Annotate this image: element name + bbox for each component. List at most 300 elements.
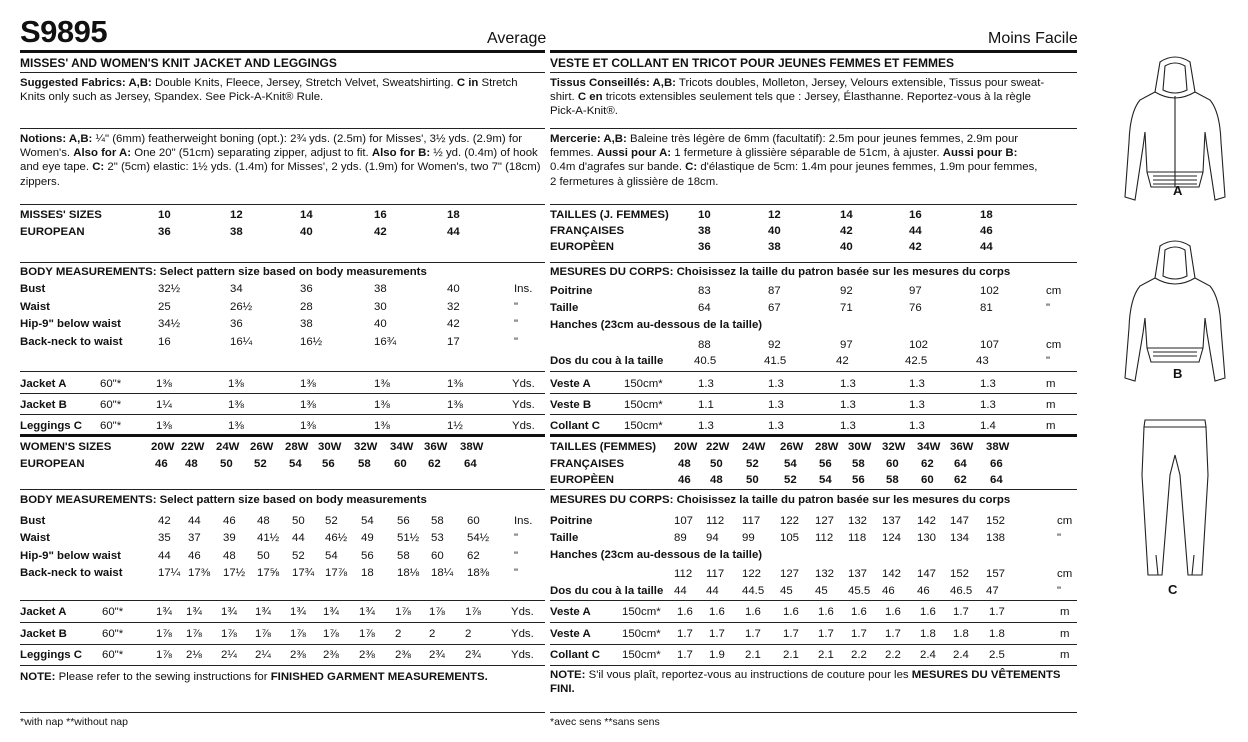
table-cell: 38	[374, 283, 387, 295]
table-cell: 1⅜	[228, 378, 244, 390]
view-c-drawing	[1130, 415, 1220, 585]
table-cell: 1.6	[709, 606, 725, 618]
table-cell: 58	[431, 515, 444, 527]
unit-label: "	[1057, 532, 1062, 544]
table-cell: 1⅞	[221, 627, 237, 640]
unit-label: "	[1057, 585, 1062, 597]
row-label: Veste A	[550, 378, 591, 390]
table-cell: 32W	[354, 441, 378, 453]
table-cell: 30W	[848, 441, 872, 453]
french-column	[550, 56, 1077, 736]
divider	[20, 665, 545, 666]
table-cell: 1.3	[909, 420, 925, 432]
table-cell: 46	[188, 549, 201, 562]
table-cell: 1½	[447, 420, 463, 432]
header-rule-fr	[550, 50, 1077, 53]
table-cell: 1.7	[709, 627, 725, 640]
table-cell: 12	[230, 209, 243, 221]
table-cell: 2¾	[465, 649, 481, 661]
table-cell: 142	[882, 568, 902, 580]
table-cell: 1.3	[909, 378, 925, 390]
table-cell: 152	[950, 568, 970, 580]
table-cell: 56	[361, 549, 374, 562]
table-cell: 62	[428, 458, 441, 470]
table-cell: 48	[257, 515, 270, 527]
title-en: MISSES' AND WOMEN'S KNIT JACKET AND LEGGINGS	[20, 56, 337, 70]
table-cell: 58	[358, 458, 371, 470]
row-label: Leggings C	[20, 649, 83, 661]
table-cell: 81	[980, 302, 993, 314]
table-cell: 26W	[780, 441, 804, 453]
table-cell: 127	[780, 568, 800, 580]
table-cell: 40	[840, 241, 853, 253]
fabric-width: 60"*	[100, 420, 122, 432]
table-cell: 48	[223, 549, 236, 562]
table-cell: 1.7	[677, 627, 693, 640]
table-cell: 50	[710, 458, 723, 470]
table-cell: 44	[188, 515, 201, 527]
table-cell: 36W	[950, 441, 974, 453]
divider	[20, 434, 545, 437]
table-cell: 56	[819, 458, 832, 470]
table-cell: 112	[706, 515, 725, 527]
table-cell: 1⅜	[228, 399, 244, 411]
table-cell: 32½	[158, 283, 181, 295]
table-cell: 137	[882, 515, 902, 527]
divider	[20, 414, 545, 415]
table-cell: 1⅜	[300, 420, 316, 432]
table-cell: 17¼	[158, 566, 181, 579]
table-cell: 18¼	[431, 566, 454, 579]
table-cell: 1.3	[840, 399, 856, 411]
notions-en: Notions: A,B: ¼" (6mm) featherweight boning (opt.): 2¾ yds. (2.5m) for Misses', 3½ yds. (2.9m) for Women's. Also for A: One 20" (51cm) separating zipper, adjust to fit. Also for B: ½ yd. (0.4m) of hook and eye tape. C: 2" (5cm) elastic: 1½ yds. (1.4m) for Misses', 2 yds. (1.9m) for Women's, two 7" (18cm) zippers.	[20, 133, 541, 188]
table-cell: 1⅞	[359, 627, 375, 640]
table-cell: 62	[921, 458, 934, 470]
row-label: Jacket B	[20, 399, 67, 411]
unit-label: Yds.	[512, 420, 535, 432]
table-cell: 2	[395, 627, 402, 640]
table-cell: 94	[706, 532, 719, 544]
table-cell: 2⅜	[395, 649, 411, 661]
table-cell: 50	[220, 458, 233, 470]
divider	[550, 434, 1077, 437]
table-cell: 1¾	[290, 606, 306, 618]
row-label: TAILLES (J. FEMMES)	[550, 209, 669, 221]
row-label: Veste A	[550, 606, 591, 618]
table-cell: 124	[882, 532, 902, 544]
table-cell: 18	[361, 566, 374, 579]
table-cell: 44	[674, 585, 687, 597]
table-cell: 1¾	[186, 606, 202, 618]
table-cell: 2.5	[989, 649, 1005, 661]
footnote-fr: *avec sens **sans sens	[550, 716, 660, 728]
table-cell: 92	[768, 339, 781, 351]
table-cell: 1.1	[698, 399, 714, 411]
table-cell: 32W	[882, 441, 906, 453]
table-cell: 24W	[742, 441, 766, 453]
table-cell: 54	[361, 515, 374, 527]
table-cell: 17	[447, 335, 460, 348]
table-cell: 44	[706, 585, 719, 597]
fabric-width: 60"*	[100, 399, 122, 411]
table-cell: 46.5	[950, 585, 973, 597]
table-cell: 34½	[158, 318, 181, 330]
table-cell: 56	[852, 474, 865, 486]
table-cell: 1⅜	[300, 378, 316, 390]
table-cell: 42	[447, 318, 460, 330]
table-cell: 1¾	[323, 606, 339, 618]
unit-label: cm	[1057, 568, 1073, 580]
table-cell: 1¾	[221, 606, 237, 618]
table-cell: 18	[447, 209, 460, 221]
hip-label: Hanches (23cm au-dessous de la taille)	[550, 319, 763, 331]
table-cell: 16	[909, 209, 922, 221]
table-cell: 1.6	[920, 606, 936, 618]
table-cell: 102	[909, 339, 929, 351]
table-cell: 26½	[230, 300, 253, 313]
table-cell: 18⅜	[467, 566, 490, 579]
row-label: Hip-9" below waist	[20, 549, 121, 562]
table-cell: 1⅞	[323, 627, 339, 640]
table-cell: 26W	[250, 441, 274, 453]
table-cell: 37	[188, 532, 201, 545]
table-cell: 107	[674, 515, 694, 527]
body-measurements-title: MESURES DU CORPS: Choisissez la taille du patron basée sur les mesures du corps	[550, 494, 1011, 506]
table-cell: 44	[909, 225, 922, 237]
row-label: EUROPÈEN	[550, 474, 614, 486]
table-cell: 1⅜	[374, 420, 390, 432]
unit-label: "	[1046, 302, 1051, 314]
table-cell: 36W	[424, 441, 448, 453]
view-c-label: C	[1168, 582, 1178, 597]
fabric-width: 150cm*	[622, 627, 661, 640]
table-cell: 46	[980, 225, 993, 237]
table-cell: 1¾	[156, 606, 172, 618]
table-cell: 17⅞	[325, 566, 348, 579]
table-cell: 38	[768, 241, 781, 253]
row-label: Leggings C	[20, 420, 83, 432]
body-measurements-title: MESURES DU CORPS: Choisissez la taille du patron basée sur les mesures du corps	[550, 266, 1011, 278]
table-cell: 1.3	[768, 399, 784, 411]
table-cell: 46	[223, 515, 236, 527]
note-en: NOTE: Please refer to the sewing instructions for FINISHED GARMENT MEASUREMENTS.	[20, 671, 488, 683]
table-cell: 44.5	[742, 585, 765, 597]
table-cell: 32	[447, 300, 460, 313]
table-cell: 25	[158, 300, 171, 313]
table-cell: 97	[909, 285, 922, 297]
table-cell: 97	[840, 339, 853, 351]
table-cell: 39	[223, 532, 236, 545]
table-cell: 60	[886, 458, 899, 470]
row-label: Waist	[20, 532, 50, 545]
table-cell: 2.1	[745, 649, 761, 661]
table-cell: 42	[836, 355, 849, 367]
table-cell: 44	[980, 241, 993, 253]
unit-label: m	[1060, 606, 1070, 618]
table-cell: 1.6	[818, 606, 834, 618]
row-label: Hip-9" below waist	[20, 318, 121, 330]
row-label: Bust	[20, 283, 46, 295]
table-cell: 38W	[460, 441, 484, 453]
fabric-width: 60"*	[102, 627, 124, 640]
divider	[550, 665, 1077, 666]
table-cell: 1.3	[840, 378, 856, 390]
divider	[550, 393, 1077, 394]
table-cell: 2.1	[818, 649, 834, 661]
table-cell: 62	[467, 549, 480, 562]
table-cell: 41.5	[764, 355, 787, 367]
table-cell: 1.3	[980, 399, 996, 411]
table-cell: 117	[706, 568, 725, 580]
fabric-width: 150cm*	[622, 606, 661, 618]
row-label: Veste B	[550, 399, 592, 411]
table-cell: 44	[447, 226, 460, 238]
unit-label: "	[514, 532, 519, 545]
row-label: Taille	[550, 302, 579, 314]
table-cell: 1.9	[709, 649, 725, 661]
table-cell: 42.5	[905, 355, 928, 367]
table-cell: 2⅜	[323, 649, 339, 661]
body-measurements-title: BODY MEASUREMENTS: Select pattern size based on body measurements	[20, 266, 427, 278]
table-cell: 45	[815, 585, 828, 597]
table-cell: 35	[158, 532, 171, 545]
unit-label: "	[514, 335, 519, 348]
table-cell: 1.7	[953, 606, 969, 618]
table-cell: 56	[397, 515, 410, 527]
table-cell: 60	[467, 515, 480, 527]
table-cell: 22W	[181, 441, 205, 453]
divider	[550, 644, 1077, 645]
unit-label: m	[1046, 399, 1056, 411]
table-cell: 142	[917, 515, 937, 527]
unit-label: "	[514, 300, 519, 313]
title-fr: VESTE ET COLLANT EN TRICOT POUR JEUNES FEMMES ET FEMMES	[550, 56, 955, 70]
table-cell: 16¾	[374, 335, 397, 348]
table-cell: 122	[780, 515, 800, 527]
table-cell: 1.3	[840, 420, 856, 432]
table-cell: 112	[674, 568, 693, 580]
table-cell: 118	[848, 532, 867, 544]
table-cell: 50	[257, 549, 270, 562]
table-cell: 17⅜	[188, 566, 211, 579]
table-cell: 138	[986, 532, 1006, 544]
table-cell: 46	[917, 585, 930, 597]
view-b-label: B	[1173, 366, 1183, 381]
unit-label: "	[514, 549, 519, 562]
table-cell: 1¾	[359, 606, 375, 618]
table-cell: 132	[815, 568, 835, 580]
table-cell: 54½	[467, 532, 490, 545]
table-cell: 1⅜	[228, 420, 244, 432]
table-cell: 2	[429, 627, 436, 640]
table-cell: 36	[698, 241, 711, 253]
unit-label: m	[1046, 420, 1056, 432]
unit-label: Ins.	[514, 515, 533, 527]
table-cell: 99	[742, 532, 755, 544]
unit-label: m	[1060, 649, 1070, 661]
table-cell: 1.7	[677, 649, 693, 661]
table-cell: 54	[325, 549, 338, 562]
table-cell: 51½	[397, 532, 420, 545]
row-label: WOMEN'S SIZES	[20, 441, 112, 453]
row-label: EUROPEAN	[20, 226, 85, 238]
table-cell: 42	[840, 225, 853, 237]
table-cell: 1.3	[768, 420, 784, 432]
row-label: Bust	[20, 515, 46, 527]
table-cell: 46½	[325, 532, 348, 545]
table-cell: 48	[185, 458, 198, 470]
table-cell: 1.3	[698, 420, 714, 432]
table-cell: 50	[746, 474, 759, 486]
table-cell: 1⅞	[429, 606, 445, 618]
table-cell: 53	[431, 532, 444, 545]
pattern-code: S9895	[20, 14, 108, 49]
table-cell: 89	[674, 532, 687, 544]
row-label: EUROPÈEN	[550, 241, 614, 253]
table-cell: 46	[882, 585, 895, 597]
table-cell: 38	[698, 225, 711, 237]
unit-label: cm	[1057, 515, 1073, 527]
table-cell: 130	[917, 532, 937, 544]
table-cell: 42	[158, 515, 171, 527]
table-cell: 112	[815, 532, 834, 544]
table-cell: 38	[230, 226, 243, 238]
table-cell: 1.8	[989, 627, 1005, 640]
table-cell: 1⅞	[290, 627, 306, 640]
divider	[20, 371, 545, 372]
divider	[20, 393, 545, 394]
table-cell: 1⅞	[156, 649, 172, 661]
table-cell: 1⅜	[447, 378, 463, 390]
table-cell: 71	[840, 302, 853, 314]
table-cell: 34W	[390, 441, 414, 453]
table-cell: 64	[698, 302, 711, 314]
table-cell: 1.7	[851, 627, 867, 640]
table-cell: 40.5	[694, 355, 717, 367]
table-cell: 1⅞	[156, 627, 172, 640]
row-label: Jacket A	[20, 606, 67, 618]
unit-label: cm	[1046, 285, 1062, 297]
table-cell: 54	[784, 458, 797, 470]
table-cell: 1.3	[909, 399, 925, 411]
table-cell: 64	[954, 458, 967, 470]
table-cell: 87	[768, 285, 781, 297]
table-cell: 18	[980, 209, 993, 221]
table-cell: 137	[848, 568, 868, 580]
difficulty-en: Average	[487, 30, 547, 47]
table-cell: 52	[746, 458, 759, 470]
table-cell: 54	[819, 474, 832, 486]
divider	[550, 371, 1077, 372]
row-label: Collant C	[550, 649, 600, 661]
table-cell: 40	[300, 226, 313, 238]
table-cell: 64	[990, 474, 1003, 486]
row-label: Jacket A	[20, 378, 67, 390]
table-cell: 14	[300, 209, 313, 221]
fabric-width: 60"*	[100, 378, 122, 390]
unit-label: Yds.	[511, 627, 534, 640]
divider	[550, 712, 1077, 713]
table-cell: 34	[230, 283, 243, 295]
table-cell: 16½	[300, 335, 323, 348]
table-cell: 1⅜	[156, 378, 172, 390]
unit-label: m	[1046, 378, 1056, 390]
unit-label: "	[1046, 355, 1051, 367]
row-label: Dos du cou à la taille	[550, 355, 664, 367]
table-cell: 58	[886, 474, 899, 486]
unit-label: Ins.	[514, 283, 533, 295]
table-cell: 1.3	[768, 378, 784, 390]
unit-label: cm	[1046, 339, 1062, 351]
table-cell: 1.8	[920, 627, 936, 640]
divider	[20, 622, 545, 623]
table-cell: 20W	[151, 441, 175, 453]
table-cell: 1.3	[980, 378, 996, 390]
table-cell: 28W	[815, 441, 839, 453]
fabric-width: 150cm*	[624, 378, 663, 390]
unit-label: Yds.	[512, 378, 535, 390]
table-cell: 48	[678, 458, 691, 470]
unit-label: Yds.	[511, 606, 534, 618]
table-cell: 17¾	[292, 566, 315, 579]
table-cell: 1.3	[698, 378, 714, 390]
table-cell: 60	[394, 458, 407, 470]
fabrics-fr: Tissus Conseillés: A,B: Tricots doubles, Molleton, Jersey, Velours extensible, Tissus pour sweat-shirt. C en tricots extensibles seulement tels que : Jersey, Élasthanne. Reportez-vous à la règle Pick-A-Knit®.	[550, 77, 1045, 118]
table-cell: 38W	[986, 441, 1010, 453]
table-cell: 43	[976, 355, 989, 367]
table-cell: 41½	[257, 532, 280, 545]
table-cell: 40	[447, 283, 460, 295]
table-cell: 42	[909, 241, 922, 253]
fabric-width: 60"*	[102, 649, 124, 661]
table-cell: 2	[465, 627, 472, 640]
table-cell: 2⅜	[290, 649, 306, 661]
divider	[550, 489, 1077, 490]
table-cell: 10	[698, 209, 711, 221]
table-cell: 52	[292, 549, 305, 562]
body-measurements-title: BODY MEASUREMENTS: Select pattern size based on body measurements	[20, 494, 427, 506]
row-label: FRANÇAISES	[550, 225, 625, 237]
fabric-width: 60"*	[102, 606, 124, 618]
table-cell: 2¼	[221, 649, 237, 661]
table-cell: 44	[292, 532, 305, 545]
table-cell: 52	[325, 515, 338, 527]
table-cell: 42	[374, 226, 387, 238]
table-cell: 1⅜	[374, 378, 390, 390]
table-cell: 60	[431, 549, 444, 562]
row-label: Poitrine	[550, 285, 593, 297]
table-cell: 66	[990, 458, 1003, 470]
table-cell: 83	[698, 285, 711, 297]
table-cell: 47	[986, 585, 999, 597]
table-cell: 17⅝	[257, 566, 280, 579]
row-label: Waist	[20, 300, 50, 313]
table-cell: 1⅜	[156, 420, 172, 432]
table-cell: 45.5	[848, 585, 871, 597]
table-cell: 56	[322, 458, 335, 470]
table-cell: 45	[780, 585, 793, 597]
table-cell: 122	[742, 568, 762, 580]
divider	[20, 644, 545, 645]
table-cell: 52	[784, 474, 797, 486]
table-cell: 76	[909, 302, 922, 314]
row-label: Taille	[550, 532, 579, 544]
table-cell: 147	[917, 568, 937, 580]
table-cell: 40	[374, 318, 387, 330]
table-cell: 127	[815, 515, 835, 527]
table-cell: 107	[980, 339, 1000, 351]
table-cell: 20W	[674, 441, 698, 453]
